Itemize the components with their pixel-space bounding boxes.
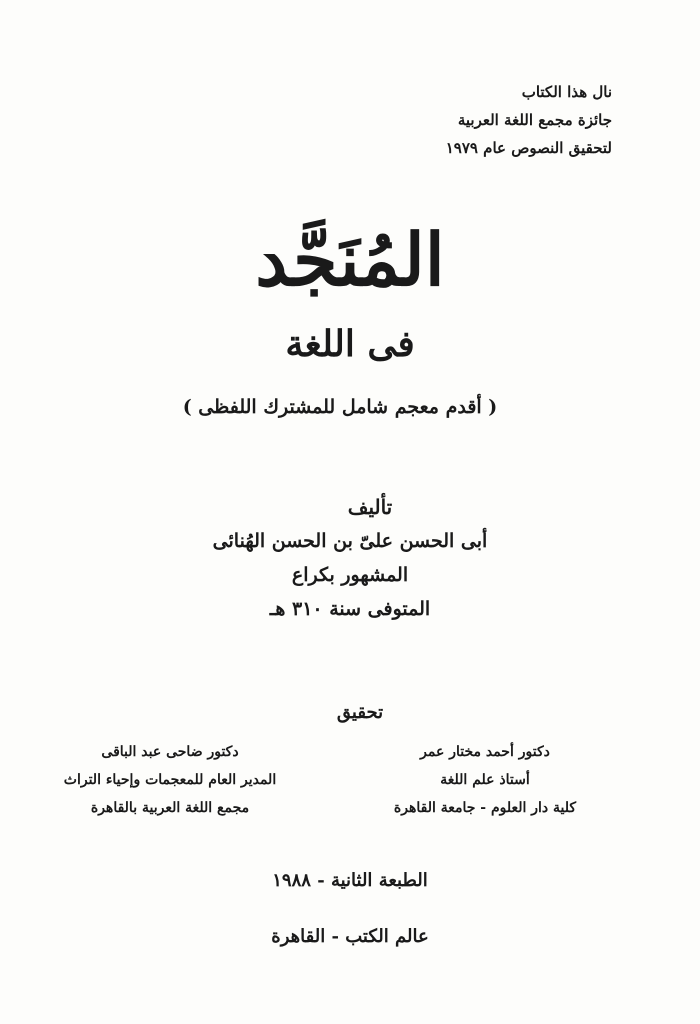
editor-affiliation: كلية دار العلوم - جامعة القاهرة bbox=[393, 800, 577, 816]
book-title: المُنَجَّد bbox=[255, 217, 445, 302]
editor-second bbox=[50, 738, 290, 822]
editing-heading: تحقيق bbox=[336, 702, 384, 723]
edition-info: الطبعة الثانية - ١٩٨٨ bbox=[272, 870, 428, 891]
book-description: ( أقدم معجم شامل للمشترك اللفظى ) bbox=[182, 396, 498, 418]
editor-first bbox=[370, 738, 600, 822]
editor-position: المدير العام للمعجمات وإحياء التراث bbox=[63, 772, 277, 788]
award-notice bbox=[312, 78, 612, 162]
author-name: أبى الحسن علىّ بن الحسن الهُنائى bbox=[212, 530, 488, 552]
book-subtitle: فى اللغة bbox=[285, 323, 415, 365]
publisher-info: عالم الكتب - القاهرة bbox=[271, 926, 429, 947]
authorship-heading: تأليف bbox=[347, 495, 393, 519]
editor-name: دكتور أحمد مختار عمر bbox=[420, 744, 550, 760]
award-line-2: جائزة مجمع اللغة العربية bbox=[457, 111, 612, 129]
author-nickname: المشهور بكراع bbox=[291, 564, 409, 586]
editor-position: أستاذ علم اللغة bbox=[440, 772, 530, 788]
award-line-1: نال هذا الكتاب bbox=[521, 83, 612, 101]
editor-affiliation: مجمع اللغة العربية بالقاهرة bbox=[90, 800, 250, 816]
author-death-year: المتوفى سنة ٣١٠ هـ bbox=[269, 598, 431, 620]
editor-name: دكتور ضاحى عبد الباقى bbox=[101, 744, 239, 760]
authorship-block bbox=[0, 490, 700, 626]
award-line-3: لتحقيق النصوص عام ١٩٧٩ bbox=[445, 139, 612, 157]
